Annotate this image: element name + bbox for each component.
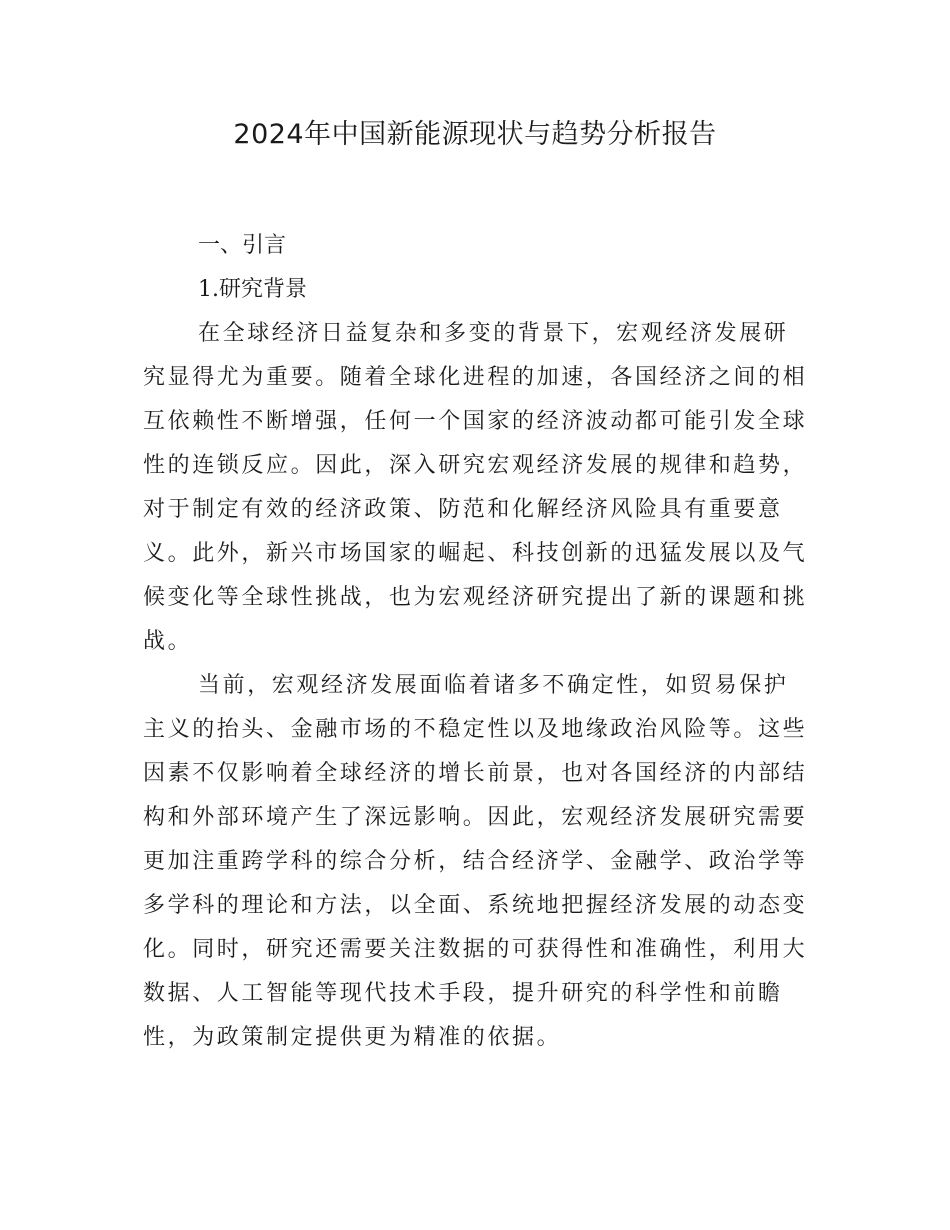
paragraph-line [143, 532, 813, 576]
paragraph-line [143, 884, 813, 928]
line-text: 战。 [143, 629, 193, 654]
paragraph-line [143, 972, 813, 1016]
paragraph-line [143, 620, 813, 664]
line-text: 候变化等全球性挑战，也为宏观经济研究提出了新的课题和挑 [143, 585, 808, 610]
paragraph-line [143, 444, 813, 488]
paragraph-line [143, 664, 813, 708]
line-text: 互依赖性不断增强，任何一个国家的经济波动都可能引发全球 [143, 409, 808, 434]
line-text: 更加注重跨学科的综合分析，结合经济学、金融学、政治学等 [143, 849, 808, 874]
paragraph-line [143, 356, 813, 400]
section-heading: 一、引言 [198, 233, 287, 258]
line-text: 对于制定有效的经济政策、防范和化解经济风险具有重要意 [143, 497, 783, 522]
line-text: 性，为政策制定提供更为精准的依据。 [143, 1025, 562, 1050]
line-text: 因素不仅影响着全球经济的增长前景，也对各国经济的内部结 [143, 761, 808, 786]
paragraph-line [143, 488, 813, 532]
document-body [143, 224, 813, 1060]
paragraph-2 [143, 664, 813, 1060]
document-title: 2024年中国新能源现状与趋势分析报告 [233, 119, 717, 150]
line-text: 义。此外，新兴市场国家的崛起、科技创新的迅猛发展以及气 [143, 541, 808, 566]
line-text: 构和外部环境产生了深远影响。因此，宏观经济发展研究需要 [143, 805, 808, 830]
paragraph-line [143, 928, 813, 972]
paragraph-line [143, 312, 813, 356]
paragraph-line [143, 752, 813, 796]
subsection-heading: 1.研究背景 [198, 277, 307, 302]
paragraph-line [143, 840, 813, 884]
paragraph-line [143, 796, 813, 840]
paragraph-line [143, 1016, 813, 1060]
line-text: 当前，宏观经济发展面临着诸多不确定性，如贸易保护 [198, 673, 789, 698]
line-text: 数据、人工智能等现代技术手段，提升研究的科学性和前瞻 [143, 981, 783, 1006]
paragraph-line [143, 400, 813, 444]
line-text: 化。同时，研究还需要关注数据的可获得性和准确性，利用大 [143, 937, 808, 962]
line-text: 主义的抬头、金融市场的不稳定性以及地缘政治风险等。这些 [143, 717, 808, 742]
paragraph-line [143, 708, 813, 752]
paragraph-1 [143, 312, 813, 664]
line-text: 性的连锁反应。因此，深入研究宏观经济发展的规律和趋势， [143, 453, 808, 478]
paragraph-line [143, 576, 813, 620]
line-text: 究显得尤为重要。随着全球化进程的加速，各国经济之间的相 [143, 365, 808, 390]
line-text: 多学科的理论和方法，以全面、系统地把握经济发展的动态变 [143, 893, 808, 918]
line-text: 在全球经济日益复杂和多变的背景下，宏观经济发展研 [198, 321, 789, 346]
